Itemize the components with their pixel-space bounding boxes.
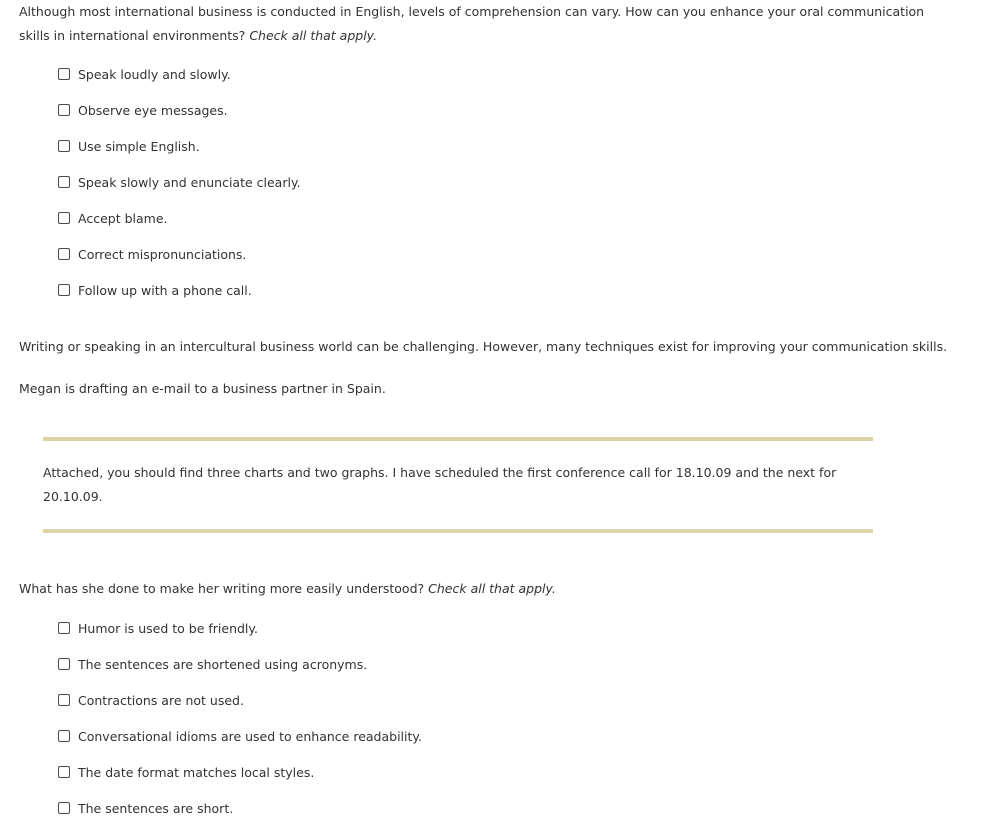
q1-option-3-checkbox[interactable] bbox=[58, 140, 70, 152]
q1-option-4-checkbox[interactable] bbox=[58, 176, 70, 188]
q2-option-5[interactable] bbox=[58, 762, 422, 798]
q2-option-3-checkbox[interactable] bbox=[58, 694, 70, 706]
question-2-text: What has she done to make her writing more easily understood? bbox=[19, 581, 425, 596]
q1-option-6-label[interactable]: Correct mispronunciations. bbox=[78, 247, 247, 262]
email-bottom-rule bbox=[43, 529, 873, 533]
intro-paragraph-2: Megan is drafting an e-mail to a business partner in Spain. bbox=[19, 381, 386, 396]
q1-option-2-checkbox[interactable] bbox=[58, 104, 70, 116]
q1-option-1-checkbox[interactable] bbox=[58, 68, 70, 80]
q1-option-5-checkbox[interactable] bbox=[58, 212, 70, 224]
q1-option-7-checkbox[interactable] bbox=[58, 284, 70, 296]
intro-paragraph-1: Writing or speaking in an intercultural business world can be challenging. However, many techniques exist for improving your communication skills. bbox=[19, 339, 948, 354]
q2-option-5-checkbox[interactable] bbox=[58, 766, 70, 778]
q1-option-1[interactable] bbox=[58, 64, 301, 100]
question-1-text: Although most international business is conducted in English, levels of comprehension can vary. How can you enhance your oral communication skills in international environments? bbox=[19, 4, 925, 43]
q2-option-4-checkbox[interactable] bbox=[58, 730, 70, 742]
q2-option-4[interactable] bbox=[58, 726, 422, 762]
question-1-options bbox=[58, 64, 301, 316]
question-2-instruction: Check all that apply. bbox=[428, 581, 556, 596]
q2-option-1-checkbox[interactable] bbox=[58, 622, 70, 634]
q2-option-3-label[interactable]: Contractions are not used. bbox=[78, 693, 244, 708]
q2-option-2-label[interactable]: The sentences are shortened using acronyms. bbox=[78, 657, 368, 672]
q1-option-4[interactable] bbox=[58, 172, 301, 208]
q2-option-2[interactable] bbox=[58, 654, 422, 690]
q1-option-2-label[interactable]: Observe eye messages. bbox=[78, 103, 228, 118]
question-1-prompt bbox=[19, 0, 949, 48]
question-2-options bbox=[58, 618, 422, 834]
email-body: Attached, you should find three charts and two graphs. I have scheduled the first conference call for 18.10.09 and the next for 20.10.09. bbox=[43, 465, 837, 504]
q2-option-1-label[interactable]: Humor is used to be friendly. bbox=[78, 621, 258, 636]
q1-option-2[interactable] bbox=[58, 100, 301, 136]
q2-option-6[interactable] bbox=[58, 798, 422, 834]
q2-option-1[interactable] bbox=[58, 618, 422, 654]
q2-option-3[interactable] bbox=[58, 690, 422, 726]
question-1-instruction: Check all that apply. bbox=[249, 28, 378, 43]
q2-option-6-label[interactable]: The sentences are short. bbox=[78, 801, 234, 816]
q1-option-5-label[interactable]: Accept blame. bbox=[78, 211, 168, 226]
q1-option-3-label[interactable]: Use simple English. bbox=[78, 139, 200, 154]
q1-option-6[interactable] bbox=[58, 244, 301, 280]
q1-option-3[interactable] bbox=[58, 136, 301, 172]
q2-option-6-checkbox[interactable] bbox=[58, 802, 70, 814]
q1-option-7[interactable] bbox=[58, 280, 301, 316]
q2-option-5-label[interactable]: The date format matches local styles. bbox=[78, 765, 315, 780]
question-2-prompt bbox=[19, 577, 949, 601]
q1-option-4-label[interactable]: Speak slowly and enunciate clearly. bbox=[78, 175, 301, 190]
q1-option-1-label[interactable]: Speak loudly and slowly. bbox=[78, 67, 231, 82]
q2-option-4-label[interactable]: Conversational idioms are used to enhance readability. bbox=[78, 729, 422, 744]
q1-option-5[interactable] bbox=[58, 208, 301, 244]
q2-option-2-checkbox[interactable] bbox=[58, 658, 70, 670]
q1-option-6-checkbox[interactable] bbox=[58, 248, 70, 260]
email-excerpt bbox=[43, 437, 873, 533]
q1-option-7-label[interactable]: Follow up with a phone call. bbox=[78, 283, 252, 298]
